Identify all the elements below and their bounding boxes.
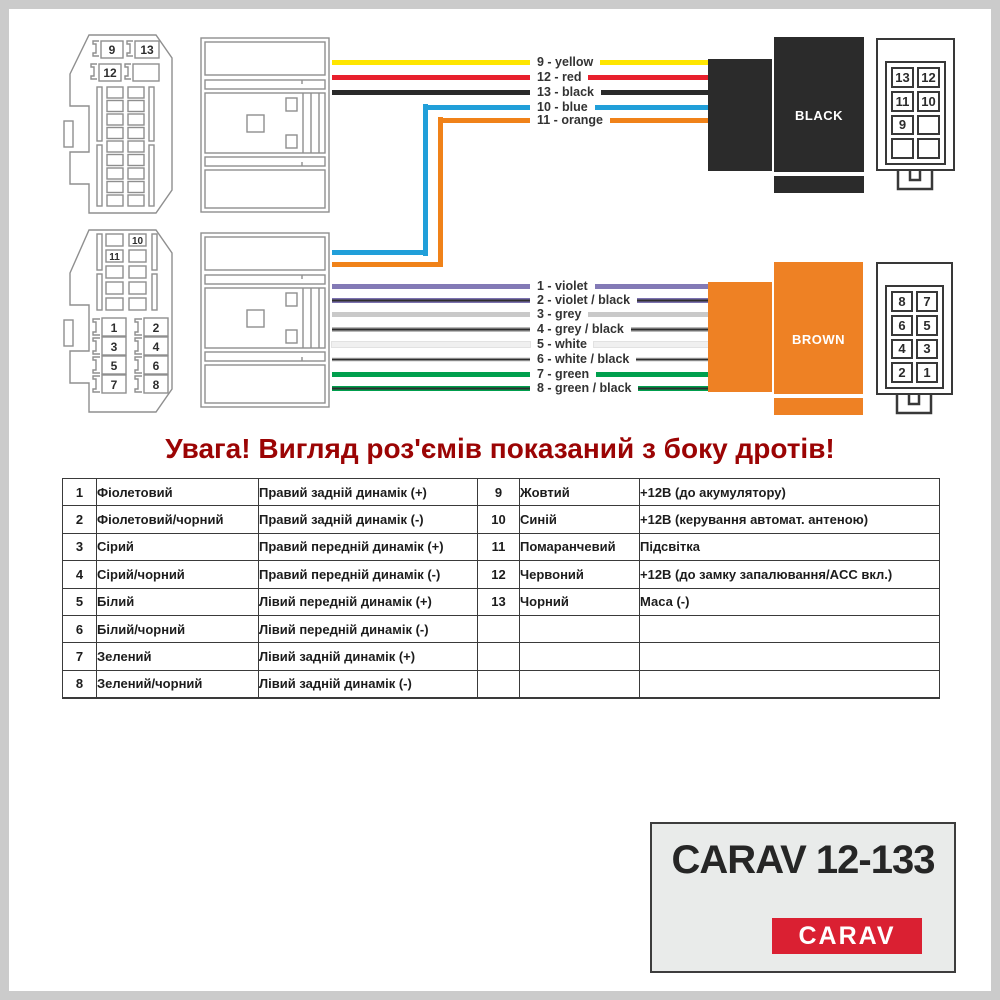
pin-cell: 5 (916, 315, 938, 336)
wire-label: 12 - red (537, 70, 582, 84)
black-block (708, 37, 864, 193)
svg-text:1: 1 (110, 321, 118, 335)
table-row (63, 643, 940, 670)
pin-label: 12 (103, 66, 117, 80)
blue-wire-bend-vertical (423, 104, 428, 256)
iso-connector-8pin-drawing (62, 228, 194, 416)
table-cell: Сірий/чорний (97, 561, 259, 588)
brown-pin-grid (885, 285, 944, 389)
wire-label: 3 - grey (537, 307, 582, 321)
table-cell: 5 (63, 588, 97, 615)
pin-cell: 3 (916, 339, 938, 360)
wire-segment (596, 372, 710, 377)
connector-side-view-drawing (200, 232, 330, 408)
table-cell: Білий (97, 588, 259, 615)
table-cell: Правий передній динамік (+) (259, 533, 478, 560)
wire-segment (332, 372, 530, 377)
table-cell: Лівий передній динамік (+) (259, 588, 478, 615)
pin-cell: 9 (891, 115, 914, 136)
table-cell: Білий/чорний (97, 615, 259, 642)
blue-wire-stub (332, 250, 428, 255)
product-model: CARAV 12-133 (671, 838, 935, 882)
svg-text:5: 5 (110, 359, 118, 373)
table-cell: 11 (478, 533, 520, 560)
pin-cell (891, 138, 914, 159)
wire-segment (332, 386, 530, 391)
table-cell (640, 615, 940, 642)
wire-row (332, 335, 710, 353)
svg-text:8: 8 (152, 378, 160, 392)
table-cell: Сірий (97, 533, 259, 560)
warning-text: Увага! Вигляд роз'ємів показаний з боку дротів! (165, 433, 835, 464)
table-cell (478, 615, 520, 642)
wire-row (332, 305, 710, 323)
pin-cell: 11 (891, 91, 914, 112)
table-cell: 9 (478, 479, 520, 506)
svg-text:3: 3 (110, 340, 118, 354)
wire-label: 7 - green (537, 367, 590, 381)
wire-segment (588, 75, 710, 80)
wire-label: 11 - orange (537, 113, 603, 127)
table-cell: Зелений (97, 643, 259, 670)
wire-row (332, 365, 710, 383)
black-pin-grid (885, 61, 946, 165)
pin-label: 13 (140, 43, 154, 57)
wire-segment (637, 298, 710, 303)
table-cell: Фіолетовий (97, 479, 259, 506)
table-cell: 10 (478, 506, 520, 533)
table-row (63, 670, 940, 698)
table-cell: 13 (478, 588, 520, 615)
table-cell: Лівий задній динамік (+) (259, 643, 478, 670)
pin-cell (917, 138, 940, 159)
wire-row (332, 83, 710, 101)
table-cell: 6 (63, 615, 97, 642)
pin-cell (917, 115, 940, 136)
svg-text:4: 4 (152, 340, 160, 354)
wire-segment (636, 357, 710, 362)
table-cell (640, 670, 940, 698)
wire-row (332, 350, 710, 368)
black-connector-latch (893, 171, 937, 192)
pin-cell: 8 (891, 291, 913, 312)
svg-text:7: 7 (110, 378, 118, 392)
wire-row (332, 320, 710, 338)
table-cell (520, 615, 640, 642)
table-cell: Зелений/чорний (97, 670, 259, 698)
brown-block-label: BROWN (791, 332, 846, 347)
pinout-table-body (63, 479, 940, 699)
wire-segment (332, 342, 530, 347)
table-cell: 4 (63, 561, 97, 588)
table-cell: Жовтий (520, 479, 640, 506)
table-row (63, 615, 940, 642)
connector-side-view-drawing (200, 37, 330, 213)
wire-segment (594, 342, 710, 347)
table-cell: +12В (керування автомат. антеною) (640, 506, 940, 533)
product-label-box (650, 822, 956, 973)
pinout-table (62, 478, 940, 699)
wire-label: 13 - black (537, 85, 594, 99)
wire-row (332, 111, 710, 129)
table-cell (478, 643, 520, 670)
wire-row (332, 53, 710, 71)
wire-label: 5 - white (537, 337, 588, 351)
table-cell: Чорний (520, 588, 640, 615)
pin-cell: 13 (891, 67, 914, 88)
wire-segment (423, 105, 530, 110)
table-cell: +12В (до акумулятору) (640, 479, 940, 506)
wire-segment (332, 298, 530, 303)
table-cell (640, 643, 940, 670)
iso-connector-13pin-drawing (62, 33, 194, 215)
pin-cell: 12 (917, 67, 940, 88)
pin-label: 9 (108, 43, 116, 57)
pin-cell: 2 (891, 362, 913, 383)
pin-cell: 7 (916, 291, 938, 312)
table-cell (520, 670, 640, 698)
table-cell: +12В (до замку запалювання/ACC вкл.) (640, 561, 940, 588)
brown-connector-latch (892, 395, 936, 416)
wire-segment (601, 90, 710, 95)
wire-segment (610, 118, 710, 123)
pin-label: 11 (109, 252, 120, 263)
table-cell: 1 (63, 479, 97, 506)
wire-segment (332, 284, 530, 289)
wire-label: 8 - green / black (537, 381, 632, 395)
orange-wire-stub (332, 262, 443, 267)
table-cell: 12 (478, 561, 520, 588)
wire-segment (438, 118, 530, 123)
black-block-label: BLACK (795, 108, 843, 123)
wire-segment (600, 60, 710, 65)
wire-label: 2 - violet / black (537, 293, 631, 307)
wire-label: 4 - grey / black (537, 322, 624, 336)
wire-label: 9 - yellow (537, 55, 594, 69)
table-cell: Лівий передній динамік (-) (259, 615, 478, 642)
black-connector-pin-view (876, 38, 955, 171)
pin-cell: 6 (891, 315, 913, 336)
wire-segment (588, 312, 710, 317)
table-cell (478, 670, 520, 698)
table-cell: 3 (63, 533, 97, 560)
wire-row (332, 98, 710, 116)
wire-segment (332, 75, 530, 80)
table-cell: Правий задній динамік (-) (259, 506, 478, 533)
pin-cell: 10 (917, 91, 940, 112)
table-cell: Підсвітка (640, 533, 940, 560)
wire-segment (631, 327, 710, 332)
wire-segment (332, 90, 530, 95)
table-row (63, 588, 940, 615)
pin-cell: 4 (891, 339, 913, 360)
wire-label: 10 - blue (537, 100, 588, 114)
carav-logo-text: CARAV (798, 921, 896, 950)
table-cell: Помаранчевий (520, 533, 640, 560)
wire-segment (595, 284, 710, 289)
brown-block (708, 262, 863, 415)
table-cell: 8 (63, 670, 97, 698)
wire-segment (638, 386, 710, 391)
table-row (63, 479, 940, 506)
table-cell: Маса (-) (640, 588, 940, 615)
table-cell: Фіолетовий/чорний (97, 506, 259, 533)
wire-row (332, 379, 710, 397)
pin-label: 10 (131, 236, 144, 247)
table-cell: Синій (520, 506, 640, 533)
table-cell: 7 (63, 643, 97, 670)
orange-wire-bend-vertical (438, 117, 443, 267)
wire-segment (332, 60, 530, 65)
table-cell: Лівий задній динамік (-) (259, 670, 478, 698)
table-row (63, 561, 940, 588)
wire-row (332, 291, 710, 309)
wire-segment (332, 357, 530, 362)
carav-logo (772, 918, 922, 954)
wire-row (332, 277, 710, 295)
table-cell: Червоний (520, 561, 640, 588)
table-row (63, 533, 940, 560)
wire-label: 6 - white / black (537, 352, 630, 366)
brown-connector-pin-view (876, 262, 953, 395)
table-row (63, 506, 940, 533)
svg-text:6: 6 (152, 359, 160, 373)
wire-segment (332, 312, 530, 317)
table-cell (520, 643, 640, 670)
table-cell: 2 (63, 506, 97, 533)
svg-text:2: 2 (152, 321, 160, 335)
wire-segment (332, 327, 530, 332)
wire-label: 1 - violet (537, 279, 588, 293)
table-cell: Правий передній динамік (-) (259, 561, 478, 588)
pin-cell: 1 (916, 362, 938, 383)
wire-segment (595, 105, 710, 110)
table-cell: Правий задній динамік (+) (259, 479, 478, 506)
wire-row (332, 68, 710, 86)
